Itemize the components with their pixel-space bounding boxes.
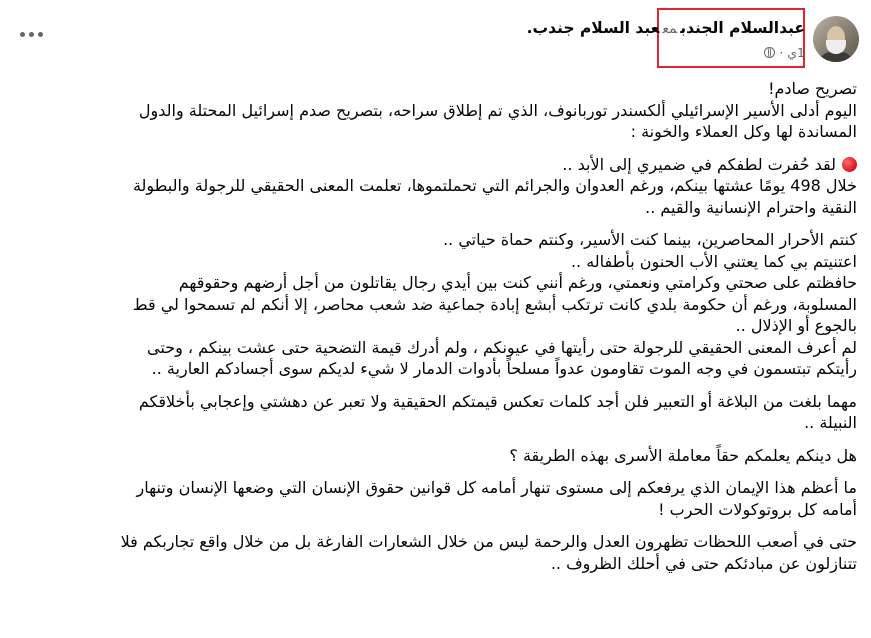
paragraph-2	[12, 154, 857, 219]
text-line: النبيلة ..	[804, 413, 857, 432]
text-line: أمامه كل بروتوكولات الحرب !	[658, 499, 857, 519]
text-line: اليوم أدلى الأسير الإسرائيلي ألكسندر توربانوف، الذي تم إطلاق سراحه، بتصريح صدم إسرائيل المحتلة والدول	[138, 100, 857, 120]
tagged-user-link[interactable]: عبد السلام جندب.	[526, 19, 660, 37]
text-line: تصريح صادم!	[768, 79, 857, 98]
post-body	[12, 78, 857, 585]
dot	[29, 32, 34, 37]
text-line: تتنازلون عن مبادئكم حتى في أحلك الظروف ..	[550, 553, 857, 573]
text-line: حتى في أصعب اللحظات تظهرون العدل والرحمة ليس من خلال الشعارات الفارغة بل من خلال واقع تجاربكم فلا	[120, 532, 857, 551]
dot	[38, 32, 43, 37]
paragraph-4	[12, 391, 857, 434]
text-line: كنتم الأحرار المحاصرين، بينما كنت الأسير، وكنتم حماة حياتي ..	[443, 230, 857, 249]
red-circle-icon	[842, 157, 857, 172]
text-line: حافظتم على صحتي وكرامتي ونعمتي، ورغم أنني كنت بين أيدي رجال يقاتلون من أجل أرضهم وحقوقهم	[178, 273, 857, 292]
more-horizontal-icon	[20, 32, 25, 37]
timestamp-row	[527, 45, 805, 60]
globe-icon	[764, 47, 775, 58]
paragraph-3	[12, 229, 857, 380]
post-header	[527, 10, 859, 70]
timestamp-link[interactable]: 1ي ·	[779, 45, 805, 60]
paragraph-6	[12, 477, 857, 520]
paragraph-1	[12, 78, 857, 143]
more-options-button[interactable]	[20, 26, 50, 42]
paragraph-5	[12, 445, 857, 467]
name-row	[527, 18, 805, 39]
text-line: رأيتكم تبتسمون في وجه الموت تقاومون عدواً مسلحاً بأدوات الدمار لا شيء لديكم سوى أجسادكم العارية ..	[151, 359, 857, 378]
avatar[interactable]	[813, 16, 859, 62]
paragraph-7	[12, 531, 857, 574]
with-word: مع	[662, 21, 678, 37]
text-line: خلال 498 يومًا عشتها بينكم، ورغم العدوان والجرائم التي تحملتموها، تعلمت المعنى الحقيقي للرجولة والبطولة	[132, 176, 857, 195]
text-line: لم أعرف المعنى الحقيقي للرجولة حتى رأيتها في عيونكم ، ولم أدرك قيمة التضحية حتى عشت بينكم ، وحتى	[147, 337, 857, 357]
text-line: بالجوع أو الإذلال ..	[735, 316, 857, 335]
post-meta	[527, 10, 805, 60]
text-line	[12, 154, 857, 176]
text-line: المسلوبة، ورغم أن حكومة بلدي كانت ترتكب أبشع إبادة جماعية ضد شعب محاصر، إلا أنكم لم تسمحوا لي قط	[132, 294, 857, 314]
text-line: النقية واحترام الإنسانية والقيم ..	[645, 197, 857, 217]
text-line: مهما بلغت من البلاغة أو التعبير فلن أجد كلمات تعكس قيمتكم الحقيقية ولا تعبر عن دهشتي وإعجابي بأخلاقكم	[138, 391, 857, 411]
author-name-link[interactable]: عبدالسلام الجندب	[680, 19, 805, 37]
text-span: لقد حُفرت لطفكم في ضميري إلى الأبد ..	[562, 154, 836, 174]
text-line: هل دينكم يعلمكم حقاً معاملة الأسرى بهذه الطريقة ؟	[509, 445, 857, 465]
text-line: المساندة لها وكل العملاء والخونة :	[630, 122, 857, 141]
text-line: اعتنيتم بي كما يعتني الأب الحنون بأطفاله ..	[570, 251, 857, 271]
text-line: ما أعظم هذا الإيمان الذي يرفعكم إلى مستوى تنهار أمامه كل قوانين حقوق الإنسان التي وضعها الإنسان وتنهار	[136, 478, 857, 497]
